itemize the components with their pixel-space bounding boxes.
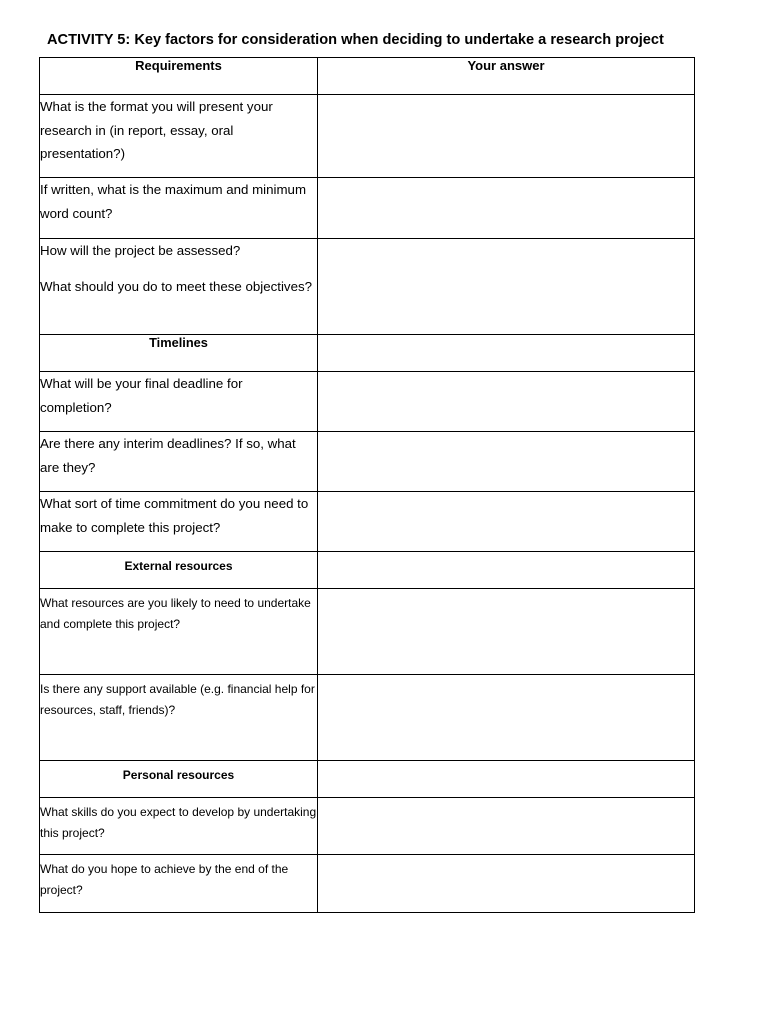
question-format [40,95,318,178]
question-skills [40,798,318,855]
section-heading-external-resources: External resources [40,552,318,589]
table-row [40,432,695,492]
header-requirements: Requirements [40,58,318,95]
section-heading-personal-resources: Personal resources [40,761,318,798]
answer-cell[interactable] [318,675,695,761]
answer-cell[interactable] [318,855,695,913]
table-header-row [40,58,695,95]
answer-cell[interactable] [318,798,695,855]
question-achieve [40,855,318,913]
question-text: How will the project be assessed? [40,243,241,258]
table-row [40,675,695,761]
answer-cell[interactable] [318,589,695,675]
question-assessment [40,239,318,335]
section-row-timelines [40,335,695,372]
question-text: What resources are you likely to need to undertake and complete this project? [40,596,311,631]
answer-cell[interactable] [318,552,695,589]
question-text: What will be your final deadline for completion? [40,376,243,415]
question-interim-deadlines [40,432,318,492]
question-text: Are there any interim deadlines? If so, what are they? [40,436,296,475]
table-row [40,372,695,432]
question-text: Is there any support available (e.g. financial help for resources, staff, friends)? [40,682,315,717]
table-row [40,798,695,855]
table-row [40,178,695,239]
activity-number: ACTIVITY 5: [47,32,131,48]
question-text: If written, what is the maximum and minimum word count? [40,182,307,221]
question-word-count [40,178,318,239]
section-row-external-resources [40,552,695,589]
answer-cell[interactable] [318,95,695,178]
activity-heading: Key factors for consideration when deciding to undertake a research project [130,32,664,48]
worksheet-table [39,57,695,913]
header-your-answer: Your answer [318,58,695,95]
table-row [40,589,695,675]
question-text: What skills do you expect to develop by undertaking this project? [40,805,317,840]
answer-cell[interactable] [318,239,695,335]
answer-cell[interactable] [318,335,695,372]
question-text: What should you do to meet these objectives? [40,278,313,294]
table-row [40,492,695,552]
question-resources-needed [40,589,318,675]
question-text: What is the format you will present your research in (in report, essay, oral presentation?) [40,99,273,161]
answer-cell[interactable] [318,178,695,239]
table-row [40,855,695,913]
section-heading-timelines: Timelines [40,335,318,372]
question-final-deadline [40,372,318,432]
section-row-personal-resources [40,761,695,798]
answer-cell[interactable] [318,372,695,432]
activity-title [47,32,664,48]
table-row [40,95,695,178]
question-text: What do you hope to achieve by the end of the project? [40,862,289,897]
answer-cell[interactable] [318,492,695,552]
question-support-available [40,675,318,761]
answer-cell[interactable] [318,432,695,492]
answer-cell[interactable] [318,761,695,798]
table-row [40,239,695,335]
question-text: What sort of time commitment do you need to make to complete this project? [40,496,309,535]
question-time-commitment [40,492,318,552]
